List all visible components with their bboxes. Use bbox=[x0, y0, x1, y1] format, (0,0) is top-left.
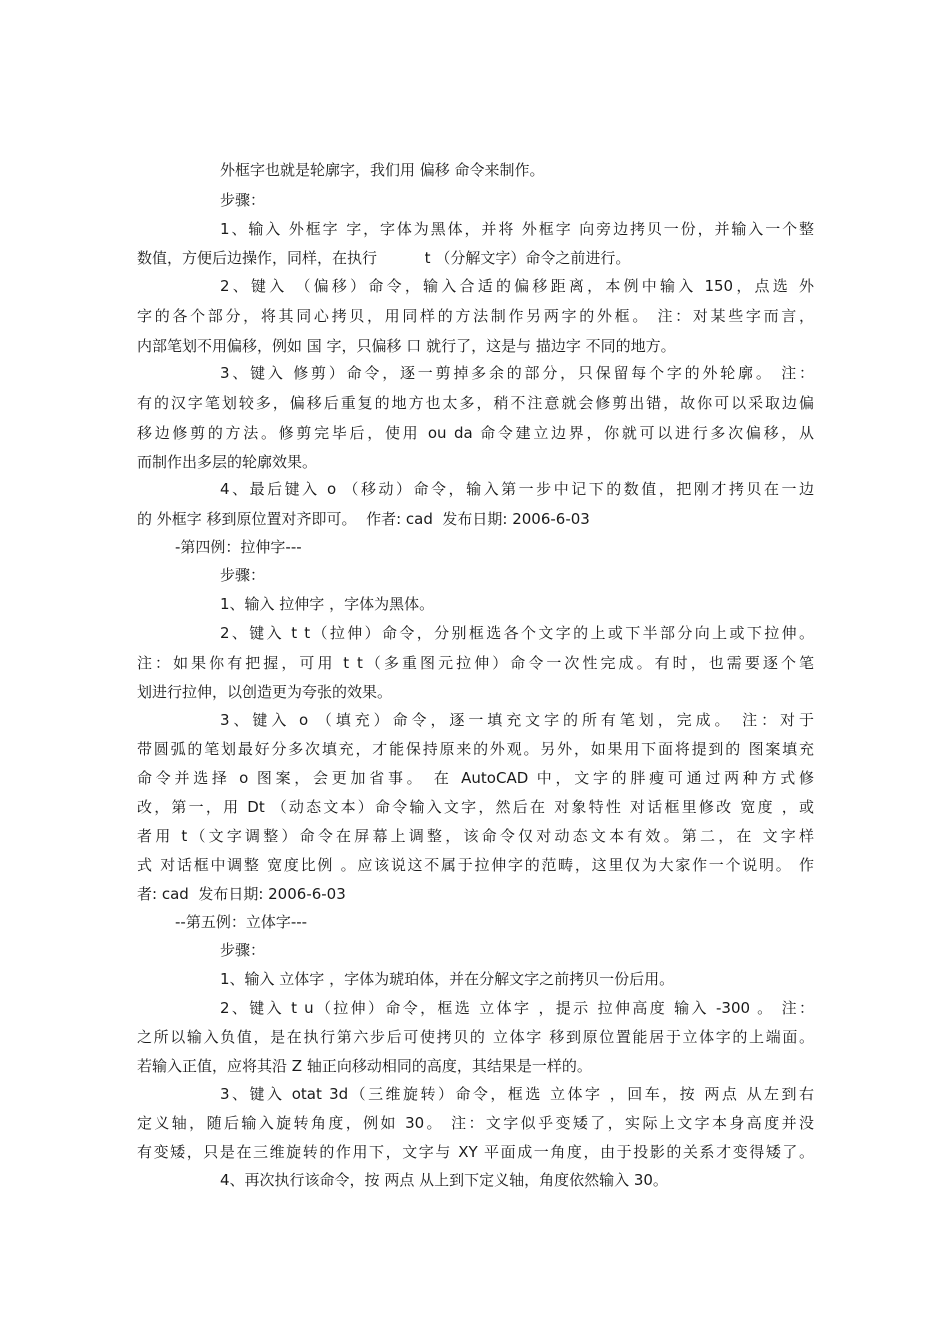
text-line: 者用 t（文字调整）命令在屏幕上调整，该命令仅对动态文本有效。第二，在 文字样 bbox=[137, 827, 814, 845]
text-line: 字的各个部分，将其同心拷贝，用同样的方法制作另两字的外框。 注：对某些字而言， bbox=[137, 307, 814, 325]
text-line: 2、键入 t t（拉伸）命令，分别框选各个文字的上或下半部分向上或下拉伸。 bbox=[220, 624, 814, 642]
text-line: 式 对话框中调整 宽度比例 。应该说这不属于拉伸字的范畴，这里仅为大家作一个说明。 作 bbox=[137, 856, 814, 874]
text-line: 有的汉字笔划较多，偏移后重复的地方也太多，稍不注意就会修剪出错，故你可以采取边偏 bbox=[137, 394, 814, 412]
text-line: 命令并选择 o 图案，会更加省事。 在 AutoCAD 中，文字的胖瘦可通过两种方式修 bbox=[137, 769, 814, 787]
text-line: 1、输入 拉伸字 ，字体为黑体。 bbox=[220, 595, 435, 613]
text-line: 步骤： bbox=[220, 191, 266, 209]
text-line: 定义轴，随后输入旋转角度，例如 30。 注：文字似乎变矮了，实际上文字本身高度并没 bbox=[137, 1114, 814, 1132]
text-line: 4、最后键入 o （移动）命令，输入第一步中记下的数值，把刚才拷贝在一边 bbox=[220, 480, 814, 498]
text-line: 外框字也就是轮廓字，我们用 偏移 命令来制作。 bbox=[220, 161, 545, 179]
text-line: 4、再次执行该命令，按 两点 从上到下定义轴，角度依然输入 30。 bbox=[220, 1171, 668, 1189]
text-line: 移边修剪的方法。修剪完毕后，使用 ou da 命令建立边界，你就可以进行多次偏移，从 bbox=[137, 424, 814, 442]
text-line: 3、键入 otat 3d（三维旋转）命令，框选 立体字 ，回车，按 两点 从左到右 bbox=[220, 1085, 814, 1103]
text-line: 3、键入 修剪）命令，逐一剪掉多余的部分，只保留每个字的外轮廓。 注： bbox=[220, 364, 814, 382]
text-line: 带圆弧的笔划最好分多次填充，才能保持原来的外观。另外，如果用下面将提到的 图案填充 bbox=[137, 740, 814, 758]
text-line: 若输入正值，应将其沿 Z 轴正向移动相同的高度，其结果是一样的。 bbox=[137, 1057, 592, 1075]
text-line: 步骤： bbox=[220, 941, 266, 959]
text-line: 1、输入 立体字 ，字体为琥珀体，并在分解文字之前拷贝一份后用。 bbox=[220, 970, 675, 988]
text-line: 之所以输入负值，是在执行第六步后可使拷贝的 立体字 移到原位置能居于立体字的上端面。 bbox=[137, 1028, 814, 1046]
text-line: 3、键入 o （填充）命令，逐一填充文字的所有笔划，完成。 注：对于 bbox=[220, 711, 814, 729]
text-line: 数值，方便后边操作，同样，在执行 t （分解文字）命令之前进行。 bbox=[137, 249, 631, 267]
text-line: 改，第一，用 Dt （动态文本）命令输入文字，然后在 对象特性 对话框里修改 宽度 ，或 bbox=[137, 798, 814, 816]
text-line: 2、键入 （偏移）命令，输入合适的偏移距离，本例中输入 150，点选 外 bbox=[220, 277, 814, 295]
text-line: 而制作出多层的轮廓效果。 bbox=[137, 453, 318, 471]
text-line: 注：如果你有把握，可用 t t（多重图元拉伸）命令一次性完成。有时，也需要逐个笔 bbox=[137, 654, 814, 672]
text-line: 的 外框字 移到原位置对齐即可。 作者: cad 发布日期: 2006-6-03 bbox=[137, 510, 590, 528]
text-line: 者: cad 发布日期: 2006-6-03 bbox=[137, 885, 346, 903]
text-line: 划进行拉伸，以创造更为夸张的效果。 bbox=[137, 683, 393, 701]
section-heading: --第五例：立体字--- bbox=[175, 913, 308, 931]
section-heading: -第四例：拉伸字--- bbox=[175, 538, 302, 556]
text-line: 内部笔划不用偏移，例如 国 字，只偏移 口 就行了，这是与 描边字 不同的地方。 bbox=[137, 337, 676, 355]
text-line: 2、键入 t u（拉伸）命令，框选 立体字 ，提示 拉伸高度 输入 -300 。 注： bbox=[220, 999, 814, 1017]
text-line: 有变矮，只是在三维旋转的作用下，文字与 XY 平面成一角度，由于投影的关系才变得矮了。 bbox=[137, 1143, 814, 1161]
text-line: 步骤： bbox=[220, 566, 266, 584]
text-line: 1、输入 外框字 字，字体为黑体，并将 外框字 向旁边拷贝一份，并输入一个整 bbox=[220, 220, 814, 238]
